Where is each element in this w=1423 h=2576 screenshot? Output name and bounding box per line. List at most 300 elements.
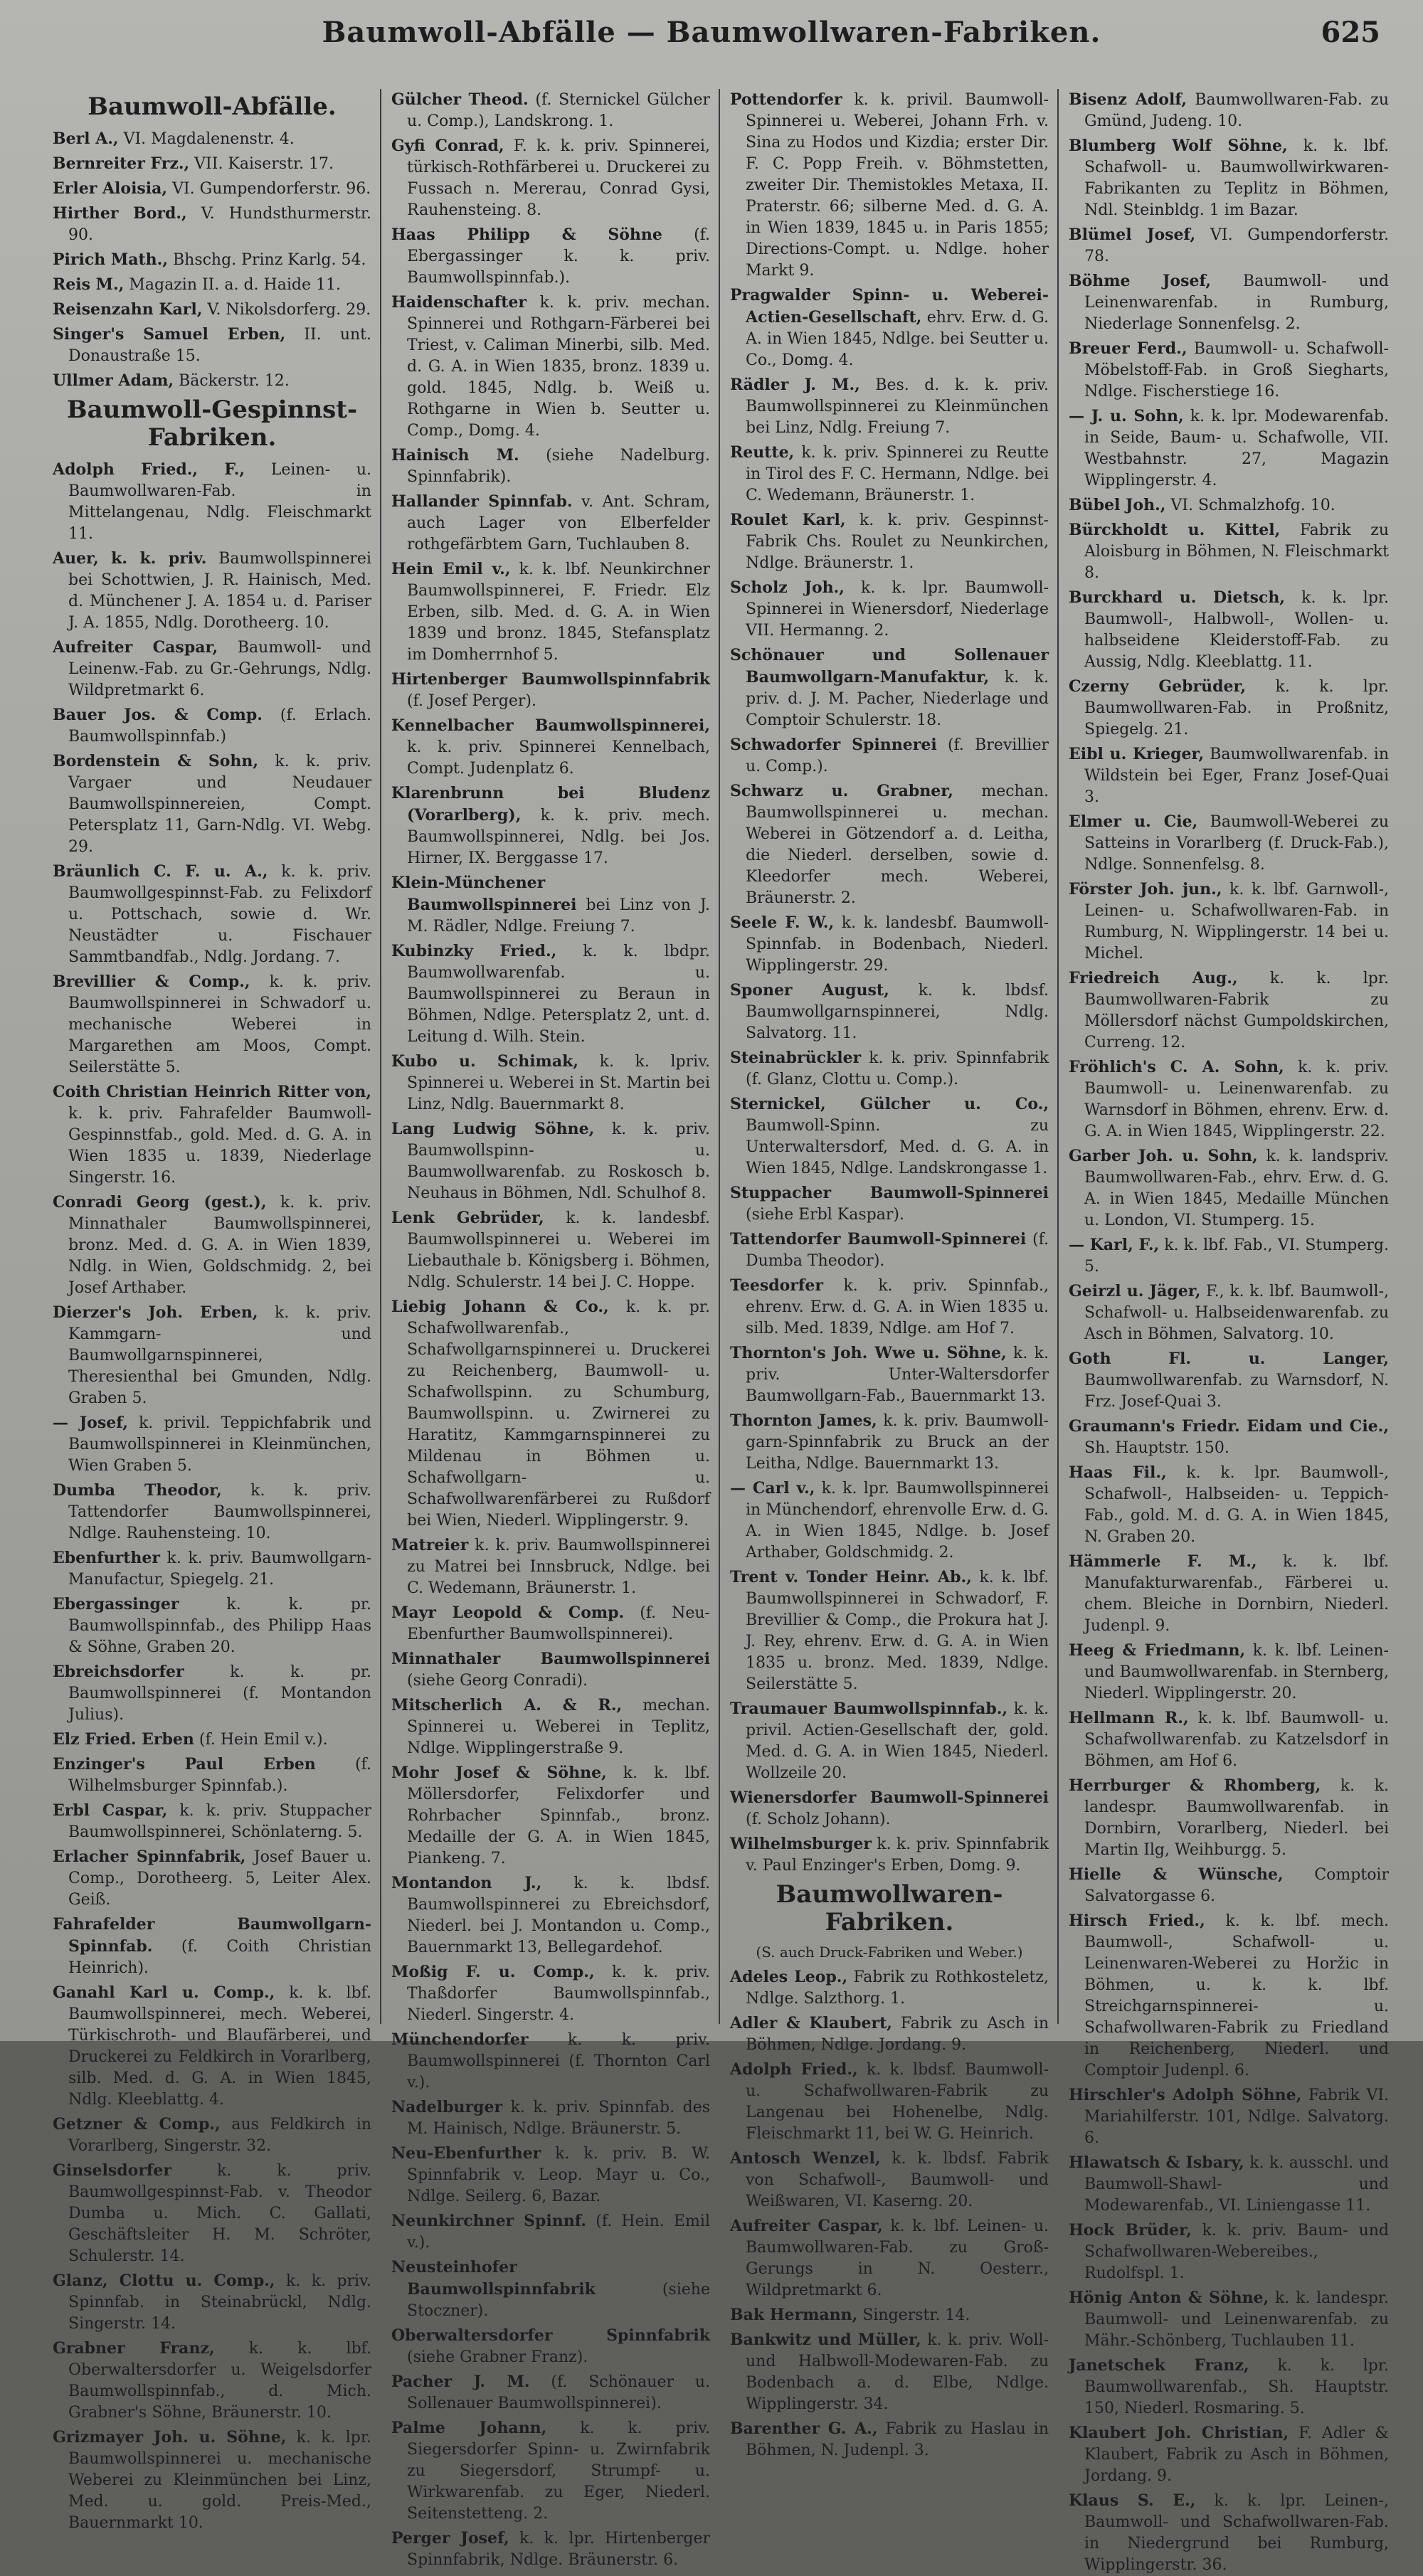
entry-text: F., k. k. lbf. Baumwoll-, Schafwoll- u. Halbseidenwarenfab. zu Asch in Böhmen, Salvatorg. 10. xyxy=(1084,1283,1389,1343)
entry-text: k. k. lbf. Neunkirchner Baumwollspinnerei, F. Friedr. Elz Erben, silb. Med. d. G. A. in Wien 1839 und bronz. 1845, Stefansplatz im Domherrnhof 5. xyxy=(407,561,711,664)
directory-entry xyxy=(53,324,371,367)
entry-text: Baumwollwarenfab. in Wildstein bei Eger, Franz Josef-Quai 3. xyxy=(1084,746,1389,806)
directory-entry xyxy=(1069,224,1389,267)
entry-text: k. k. lbf. Manufakturwarenfab., Färberei u. chem. Bleiche in Dornbirn, Niederl. Judenpl. 9. xyxy=(1084,1553,1389,1635)
entry-name: Breuer Ferd., xyxy=(1069,339,1187,358)
entry-text: (siehe Grabner Franz). xyxy=(407,2348,588,2366)
directory-entry xyxy=(1069,1707,1389,1772)
entry-name: Bübel Joh., xyxy=(1069,496,1166,514)
entry-text: k. k. priv. Baumwollspinnerei zu Matrei bei Innsbruck, Ndlge. bei C. Wedemann, Bräunerstr. 1. xyxy=(407,1537,710,1597)
entry-name: Trent v. Tonder Heinr. Ab., xyxy=(730,1568,972,1586)
directory-entry xyxy=(1069,1640,1389,1705)
entry-name: Gülcher Theod. xyxy=(391,90,529,109)
entry-name: Reisenzahn Karl, xyxy=(53,300,203,319)
entry-text: k. k. lbf. Möllersdorfer, Felixdorfer und Rohrbacher Spinnfab., bronz. Medaille der G. A. in Wien 1845, Piankeng. 7. xyxy=(407,1764,711,1867)
directory-entry xyxy=(391,2371,710,2415)
directory-entry xyxy=(730,442,1049,507)
directory-entry xyxy=(391,135,710,221)
entry-name: Roulet Karl, xyxy=(730,511,846,529)
directory-entry xyxy=(391,2528,710,2571)
entry-name: Förster Joh. jun., xyxy=(1069,880,1222,899)
entry-text: k. k. priv. Spinnfab. des M. Hainisch, Ndlge. Bräunerstr. 5. xyxy=(407,2099,711,2138)
entry-text: k. k. priv. Spinnfabrik v. Paul Enzinger's Erben, Domg. 9. xyxy=(746,1835,1049,1875)
directory-column xyxy=(1059,89,1397,2574)
entry-text: k. k. priv. Baum- und Schafwollwaren-Webereibes., Rudolfspl. 1. xyxy=(1084,2222,1389,2282)
directory-entry xyxy=(391,1535,710,1599)
entry-name: Kubo u. Schimak, xyxy=(391,1052,578,1071)
entry-text: k. k. landespr. Baumwollwarenfab. in Dornbirn, Vorarlberg, Niederl. bei Martin Ilg, Weihburgg. 5. xyxy=(1084,1777,1389,1859)
entry-text: k. k. landesbf. Baumwoll-Spinnfab. in Bodenbach, Niederl. Wipplingerstr. 29. xyxy=(746,914,1049,975)
entry-text: Fabrik zu Asch in Böhmen, Ndlge. Jordang. 9. xyxy=(746,2015,1049,2055)
entry-text: v. Ant. Schram, auch Lager von Elberfelder rothgefärbtem Garn, Tuchlauben 8. xyxy=(407,493,710,553)
entry-name: Steinabrückler xyxy=(730,1049,862,1067)
entry-text: Josef Bauer u. Comp., Dorotheerg. 5, Leiter Alex. Geiß. xyxy=(68,1848,371,1909)
directory-entry xyxy=(1069,879,1389,965)
entry-name: Ebreichsdorfer xyxy=(53,1663,184,1682)
entry-name: Lang Ludwig Söhne, xyxy=(391,1120,595,1138)
entry-name: Ebergassinger xyxy=(53,1595,179,1614)
directory-entry xyxy=(53,203,371,246)
entry-text: k. k. priv. mech. Baumwollspinnerei, Ndlg. bei Jos. Hirner, IX. Berggasse 17. xyxy=(407,807,710,867)
entry-name: Sponer August, xyxy=(730,981,889,1000)
entry-name: Hellmann R., xyxy=(1069,1709,1189,1727)
directory-entry xyxy=(1069,743,1389,808)
entry-name: — Josef, xyxy=(53,1414,128,1433)
entry-text: Baumwoll- und Leinenwarenfab. in Rumburg, Niederlage Sonnenfelsg. 2. xyxy=(1084,272,1390,333)
entry-text: k. k. lpr. Leinen-, Baumwoll- und Schafwollwaren-Fab. in Niedergrund bei Rumburg, Wipplingerstr. 36. xyxy=(1084,2492,1389,2574)
entry-name: Adolph Fried., xyxy=(730,2060,858,2079)
page-number: 625 xyxy=(1321,16,1380,49)
entry-text: (siehe Georg Conradi). xyxy=(407,1672,588,1690)
directory-entry xyxy=(53,971,371,1078)
directory-entry xyxy=(1069,2490,1389,2576)
entry-text: (f. Erlach. Baumwollspinnfab.) xyxy=(68,706,372,746)
directory-entry xyxy=(730,1047,1049,1091)
entry-name: Klaus S. E., xyxy=(1069,2491,1196,2510)
entry-text: Bhschg. Prinz Karlg. 54. xyxy=(172,251,366,270)
entry-text: k. k. lpr. Baumwoll-, Halbwoll-, Wollen- u. halbseidene Kleiderstoff-Fab. zu Aussig, Ndlg. Kleeblattg. 11. xyxy=(1084,589,1389,671)
directory-column xyxy=(381,89,720,2569)
entry-name: Erlacher Spinnfabrik, xyxy=(53,1848,246,1867)
entry-text: k. k. priv. Spinnfabrik (f. Glanz, Clottu u. Comp.). xyxy=(746,1049,1049,1088)
entry-name: Thornton's Joh. Wwe u. Söhne, xyxy=(730,1344,1007,1362)
directory-entry xyxy=(391,292,710,442)
entry-text: Baumwoll-Spinn. zu Unterwaltersdorf, Med. d. G. A. in Wien 1845, Ndlge. Landskrongasse 1. xyxy=(746,1117,1049,1177)
entry-text: k. k. priv. Baumwoll-garn-Spinnfabrik zu Bruck an der Leitha, Ndlge. Bauernmarkt 13. xyxy=(746,1412,1049,1473)
directory-entry xyxy=(53,1914,371,1979)
entry-name: Oberwaltersdorfer Spinnfabrik xyxy=(391,2326,710,2345)
entry-text: k. k. priv. Tattendorfer Baumwollspinnerei, Ndlge. Rauhensteing. 10. xyxy=(68,1482,371,1543)
directory-entry xyxy=(1069,1348,1389,1413)
entry-name: Liebig Johann & Co., xyxy=(391,1298,609,1316)
directory-entry xyxy=(53,370,371,392)
directory-entry xyxy=(391,2417,710,2525)
directory-entry xyxy=(730,2148,1049,2212)
entry-name: Adolph Fried., F., xyxy=(53,460,245,479)
entry-name: Klein-Münchener Baumwollspinnerei xyxy=(391,874,577,914)
entry-name: Schwadorfer Spinnerei xyxy=(730,736,937,754)
directory-column xyxy=(43,89,381,2533)
entry-text: Bes. d. k. k. priv. Baumwollspinnerei zu Kleinmünchen bei Linz, Ndlg. Freiung 7. xyxy=(746,376,1049,437)
entry-text: k. k. lpr. Modewarenfab. in Seide, Baum- u. Schafwolle, VII. Westbahnstr. 27, Magazin Wipplingerstr. 4. xyxy=(1084,408,1389,489)
entry-text: VI. Gumpendorferstr. 96. xyxy=(172,180,371,198)
entry-text: k. k. lpr. Baumwollspinnerei u. mechanische Weberei zu Kleinmünchen bei Linz, Med. u. gold. Preis-Med., Bauernmarkt 10. xyxy=(68,2429,371,2533)
entry-name: Garber Joh. u. Sohn, xyxy=(1069,1147,1258,1165)
directory-entry xyxy=(730,1478,1049,1564)
directory-entry xyxy=(1069,1234,1389,1278)
entry-name: Bernreiter Frz., xyxy=(53,154,190,174)
entry-name: Hämmerle F. M., xyxy=(1069,1552,1257,1571)
entry-name: Bürckholdt u. Kittel, xyxy=(1069,521,1281,539)
directory-entry xyxy=(391,1695,710,1759)
directory-entry xyxy=(53,1480,371,1544)
entry-text: k. k. lbf. Garnwoll-, Leinen- u. Schafwollwaren-Fab. in Rumburg, N. Wipplingerstr. 14 bei u. Michel. xyxy=(1084,881,1389,963)
directory-entry xyxy=(53,2114,371,2157)
page-header xyxy=(0,0,1423,85)
directory-entry xyxy=(391,715,710,780)
directory-entry xyxy=(53,1846,371,1911)
directory-entry xyxy=(730,2215,1049,2301)
entry-text: Baumwoll-Weberei zu Satteins in Vorarlberg (f. Druck-Fab.), Ndlge. Sonnenfelsg. 8. xyxy=(1084,813,1389,874)
entry-name: Fröhlich's C. A. Sohn, xyxy=(1069,1058,1284,1076)
entry-name: Aufreiter Caspar, xyxy=(53,638,218,657)
directory-entry xyxy=(391,2143,710,2207)
entry-name: Erbl Caspar, xyxy=(53,1801,168,1820)
directory-entry xyxy=(53,2160,371,2267)
entry-text: k. k. lbf. Baumwoll- u. Schafwollwarenfab. zu Katzelsdorf in Böhmen, am Hof 6. xyxy=(1084,1710,1389,1770)
entry-text: k. k. priv. Baumwollspinn- u. Baumwollwarenfab. zu Roskosch b. Neuhaus in Böhmen, Ndl. Schulhof 8. xyxy=(407,1120,710,1202)
entry-name: Klarenbrunn bei Bludenz (Vorarlberg), xyxy=(391,784,710,825)
entry-name: Teesdorfer xyxy=(730,1276,823,1295)
directory-entry xyxy=(730,1567,1049,1695)
entry-name: Enzinger's Paul Erben xyxy=(53,1755,316,1774)
entry-text: (f. Schönauer u. Sollenauer Baumwollspinnerei). xyxy=(407,2373,710,2412)
directory-entry xyxy=(1069,338,1389,403)
directory-entry xyxy=(1069,2152,1389,2217)
entry-name: Böhme Josef, xyxy=(1069,272,1212,290)
directory-entry xyxy=(53,1547,371,1591)
entry-name: Haidenschafter xyxy=(391,293,527,312)
directory-entry xyxy=(1069,2220,1389,2284)
entry-text: k. k. lbf. Oberwaltersdorfer u. Weigelsdorfer Baumwollspinnfab., d. Mich. Grabner's Söhne, Bräunerstr. 10. xyxy=(68,2340,372,2422)
entry-name: Lenk Gebrüder, xyxy=(391,1209,544,1227)
entry-name: — J. u. Sohn, xyxy=(1069,407,1184,425)
entry-text: Baumwoll- und Leinenw.-Fab. zu Gr.-Gehrungs, Ndlg. Wildpretmarkt 6. xyxy=(68,639,371,700)
entry-name: Bordenstein & Sohn, xyxy=(53,752,259,771)
directory-entry xyxy=(391,669,710,712)
directory-entry xyxy=(391,224,710,289)
directory-entry xyxy=(730,2329,1049,2415)
directory-entry xyxy=(391,1602,710,1645)
entry-name: Hein Emil v., xyxy=(391,560,511,578)
directory-entry xyxy=(1069,1281,1389,1345)
directory-entry xyxy=(53,704,371,748)
directory-entry xyxy=(730,285,1049,371)
entry-text: k. k. lpr. Baumwollspinnerei in Münchendorf, ehrenvolle Erw. d. G. A. in Wien 1845, Ndlge. b. Josef Arthaber, Goldschmidg. 2. xyxy=(746,1480,1049,1562)
directory-entry xyxy=(730,1833,1049,1877)
entry-text: k. k. landesbf. Baumwollspinnerei u. Weberei im Liebauthale b. Königsberg i. Böhmen, Ndlg. Schulerstr. 14 bei J. C. Hoppe. xyxy=(407,1209,710,1291)
entry-name: Aufreiter Caspar, xyxy=(730,2217,883,2236)
entry-name: Wilhelmsburger xyxy=(730,1835,872,1853)
entry-text: k. k. priv. Spinnfab., ehrenv. Erw. d. G. A. in Wien 1835 u. silb. Med. 1839, Ndlge. am Hof 7. xyxy=(746,1277,1049,1337)
entry-text: Baumwollwaren-Fab. zu Gmünd, Judeng. 10. xyxy=(1084,91,1389,130)
entry-name: Berl A., xyxy=(53,129,119,149)
entry-text: k. k. priv. Fahrafelder Baumwoll-Gespinnstfab., gold. Med. d. G. A. in Wien 1835 u. 1839, Niederlage Singerstr. 16. xyxy=(68,1105,371,1187)
directory-entry xyxy=(1069,811,1389,876)
directory-entry xyxy=(1069,968,1389,1054)
directory-entry xyxy=(1069,2355,1389,2419)
directory-entry xyxy=(1069,1551,1389,1637)
entry-text: mechan. Baumwollspinnerei u. mechan. Weberei in Götzendorf a. d. Leitha, die Niederl. derselben, sowie d. Kleedorfer mech. Weberei, Bräunerstr. 2. xyxy=(746,783,1049,907)
entry-name: Neu-Ebenfurther xyxy=(391,2144,541,2163)
directory-columns xyxy=(43,89,1398,2574)
directory-entry xyxy=(53,2427,371,2534)
directory-entry xyxy=(730,577,1049,642)
directory-entry xyxy=(391,1051,710,1115)
entry-text: k. k. priv. Baumwollspinnerei in Schwadorf u. mechanische Weberei in Margarethen am Moos, Compt. Seilerstätte 5. xyxy=(68,973,371,1077)
entry-text: Leinen- u. Baumwollwaren-Fab. in Mittelangenau, Ndlg. Fleischmarkt 11. xyxy=(68,461,371,544)
entry-name: Dumba Theodor, xyxy=(53,1481,222,1500)
entry-name: Geirzl u. Jäger, xyxy=(1069,1282,1201,1300)
entry-text: k. k. ausschl. und Baumwoll-Shawl- und Modewarenfab., VI. Liniengasse 11. xyxy=(1084,2154,1390,2215)
entry-text: V. Hundsthurmerstr. 90. xyxy=(68,205,371,245)
entry-text: k. k. priv. Unter-Waltersdorfer Baumwollgarn-Fab., Bauernmarkt 13. xyxy=(746,1345,1049,1405)
directory-entry xyxy=(391,1872,710,1958)
directory-entry xyxy=(53,1729,371,1751)
entry-text: (siehe Erbl Kaspar). xyxy=(746,1206,904,1224)
directory-entry xyxy=(730,1275,1049,1340)
entry-name: Hlawatsch & Isbary, xyxy=(1069,2153,1244,2172)
entry-name: Adler & Klaubert, xyxy=(730,2014,892,2033)
directory-entry xyxy=(1069,1864,1389,1907)
directory-entry xyxy=(391,1296,710,1532)
directory-entry xyxy=(730,1342,1049,1407)
entry-name: Seele F. W., xyxy=(730,913,835,932)
entry-name: Herrburger & Rhomberg, xyxy=(1069,1776,1321,1795)
entry-name: Czerny Gebrüder, xyxy=(1069,677,1247,696)
directory-entry xyxy=(1069,2084,1389,2149)
entry-text: (f. Neu-Ebenfurther Baumwollspinnerei). xyxy=(407,1604,710,1643)
directory-entry xyxy=(730,374,1049,439)
entry-name: Ginselsdorfer xyxy=(53,2161,171,2180)
entry-name: Perger Josef, xyxy=(391,2529,509,2548)
entry-name: Pragwalder Spinn- u. Weberei-Actien-Gesellschaft, xyxy=(730,286,1049,327)
entry-name: Schönauer und Sollenauer Baumwollgarn-Manufaktur, xyxy=(730,646,1049,687)
entry-text: (f. Hein Emil v.). xyxy=(199,1731,328,1749)
entry-name: Haas Philipp & Söhne xyxy=(391,226,662,244)
entry-name: Ullmer Adam, xyxy=(53,371,174,391)
entry-name: Stuppacher Baumwoll-Spinnerei xyxy=(730,1184,1049,1202)
entry-text: F. Adler & Klaubert, Fabrik zu Asch in Böhmen, Jordang. 9. xyxy=(1084,2424,1389,2485)
entry-name: Singer's Samuel Erben, xyxy=(53,325,286,344)
entry-text: (f. Dumba Theodor). xyxy=(746,1231,1049,1270)
directory-entry xyxy=(730,89,1049,282)
entry-text: k. k. priv. Minnathaler Baumwollspinnerei, bronz. Med. d. G. A. in Wien 1839, Ndlg. in Wien, Goldschmidg. 2, bei Josef Arthaber. xyxy=(68,1194,371,1298)
directory-entry xyxy=(1069,676,1389,741)
directory-entry xyxy=(1069,1775,1389,1861)
entry-name: Friedreich Aug., xyxy=(1069,969,1238,987)
entry-text: VI. Gumpendorferstr. 78. xyxy=(1084,226,1389,265)
entry-name: Kubinzky Fried., xyxy=(391,942,557,960)
entry-name: Hock Brüder, xyxy=(1069,2221,1192,2240)
entry-text: (siehe Nadelburg. Spinnfabrik). xyxy=(407,447,710,486)
directory-entry xyxy=(1069,270,1389,335)
entry-text: k. k. lpr. Baumwoll-Spinnerei in Wienersdorf, Niederlage VII. Hermanng. 2. xyxy=(746,579,1049,640)
entry-name: Adeles Leop., xyxy=(730,1968,848,1987)
entry-text: k. k. priv. Baumwollgarn-Manufactur, Spiegelg. 21. xyxy=(68,1549,371,1589)
entry-name: — Karl, F., xyxy=(1069,1236,1160,1254)
directory-entry xyxy=(53,751,371,858)
entry-name: Sternickel, Gülcher u. Co., xyxy=(730,1095,1049,1113)
entry-text: aus Feldkirch in Vorarlberg, Singerstr. 32. xyxy=(68,2116,371,2156)
entry-name: Coith Christian Heinrich Ritter von, xyxy=(53,1083,371,1102)
directory-entry xyxy=(730,509,1049,574)
entry-text: k. k. lbf. Baumwollspinnerei in Schwadorf, F. Brevillier & Comp., die Prokura hat J. J. Rey, ehrenv. Erw. d. G. A. in Wien 1835 u. bronz. Med. 1839, Ndlge. Seilerstätte 5. xyxy=(746,1569,1049,1693)
entry-name: Hainisch M. xyxy=(391,446,519,465)
entry-name: Blumberg Wolf Söhne, xyxy=(1069,137,1288,155)
entry-text: mechan. Spinnerei u. Weberei in Teplitz, Ndlge. Wipplingerstraße 9. xyxy=(407,1697,710,1757)
directory-entry xyxy=(730,2418,1049,2461)
entry-name: Heeg & Friedmann, xyxy=(1069,1641,1246,1660)
entry-name: Münchendorfer xyxy=(391,2030,529,2049)
directory-entry xyxy=(391,940,710,1048)
directory-entry xyxy=(730,1410,1049,1475)
directory-entry xyxy=(1069,2287,1389,2352)
entry-name: Hallander Spinnfab. xyxy=(391,492,573,511)
entry-name: Matreier xyxy=(391,1536,469,1554)
entry-text: k. k. lbf. Fab., VI. Stumperg. 5. xyxy=(1084,1236,1389,1276)
section-heading: Baumwollwaren-Fabriken. xyxy=(776,1880,1003,1937)
entry-name: Rädler J. M., xyxy=(730,376,860,394)
directory-entry xyxy=(53,153,371,175)
entry-text: k. k. priv. Baumwollspinnerei (f. Thornton Carl v.). xyxy=(407,2031,710,2092)
entry-name: Nadelburger xyxy=(391,2098,503,2116)
entry-name: Ebenfurther xyxy=(53,1549,160,1568)
entry-name: Hirsch Fried., xyxy=(1069,1912,1205,1930)
entry-name: Gyfi Conrad, xyxy=(391,137,504,155)
entry-text: k. k. priv. Spinnerei Kennelbach, Compt. Judenplatz 6. xyxy=(407,738,710,778)
entry-name: Mohr Josef & Söhne, xyxy=(391,1764,607,1782)
entry-text: k. k. lbdsf. Baumwoll- u. Schafwollwaren-Fabrik zu Langenau bei Hohenelbe, Ndlg. Fleischmarkt 11, bei W. G. Heinrich. xyxy=(746,2061,1049,2143)
entry-text: k. k. priv. B. W. Spinnfabrik v. Leop. Mayr u. Co., Ndlge. Seilerg. 6, Bazar. xyxy=(407,2145,710,2205)
entry-text: k. k. priv. Baumwoll- u. Leinenwarenfab. zu Warnsdorf in Böhmen, ehrenv. Erw. d. G. A. in Wien 1845, Wipplingerstr. 22. xyxy=(1084,1059,1390,1140)
entry-name: Auer, k. k. priv. xyxy=(53,549,207,568)
entry-text: Magazin II. a. d. Haide 11. xyxy=(129,276,341,295)
entry-text: k. k. lbdsf. Baumwollspinnerei zu Ebreichsdorf, Niederl. bei J. Montandon u. Comp., Bauernmarkt 13, Bellegardehof. xyxy=(407,1875,710,1956)
directory-entry xyxy=(730,645,1049,731)
section-note: (S. auch Druck-Fabriken und Weber.) xyxy=(756,1944,1023,1961)
directory-entry xyxy=(730,1966,1049,2010)
entry-text: Fabrik VI. Mariahilferstr. 101, Ndlge. Salvatorg. 6. xyxy=(1084,2087,1390,2147)
entry-name: Bankwitz und Müller, xyxy=(730,2331,921,2350)
entry-text: VII. Kaiserstr. 17. xyxy=(194,155,334,174)
entry-text: k. k. priv. Baumwollgespinnst-Fab. v. Theodor Dumba u. Mich. C. Gallati, Geschäftsleiter H. M. Schröter, Schulerstr. 14. xyxy=(68,2162,371,2266)
section-heading: Baumwoll-Abfälle. xyxy=(88,92,337,121)
directory-entry xyxy=(1069,89,1389,132)
directory-entry xyxy=(53,548,371,634)
entry-name: Glanz, Clottu u. Comp., xyxy=(53,2272,275,2291)
entry-text: k. k. lbdpr. Baumwollwarenfab. u. Baumwollspinnerei zu Beraun in Böhmen, Ndlge. Petersplatz 2, unt. d. Leitung d. Wilh. Stein. xyxy=(407,943,710,1046)
directory-entry xyxy=(730,2013,1049,2056)
entry-text: k. privil. Teppichfabrik und Baumwollspinnerei in Kleinmünchen, Wien Graben 5. xyxy=(68,1414,371,1475)
entry-name: Pottendorfer xyxy=(730,90,842,109)
directory-entry xyxy=(391,2325,710,2368)
directory-entry xyxy=(53,637,371,701)
entry-name: Bauer Jos. & Comp. xyxy=(53,706,263,725)
entry-text: VI. Magdalenenstr. 4. xyxy=(123,130,295,149)
entry-text: k. k. lbf. Baumwollspinnerei, mech. Weberei, Türkischroth- und Blaufärberei, und Druckerei zu Feldkirch in Vorarlberg, silb. Med. d. G. A. in Wien 1845, Ndlg. Kleeblattg. 4. xyxy=(68,1984,372,2109)
entry-name: Bak Hermann, xyxy=(730,2306,858,2325)
directory-entry xyxy=(53,1192,371,1299)
entry-name: Haas Fil., xyxy=(1069,1463,1167,1482)
directory-entry xyxy=(1069,1416,1389,1459)
entry-text: k. k. lpriv. Spinnerei u. Weberei in St. Martin bei Linz, Ndlg. Bauernmarkt 8. xyxy=(407,1053,710,1113)
entry-name: Bisenz Adolf, xyxy=(1069,90,1187,109)
entry-text: k. k. landspriv. Baumwollwaren-Fab., ehrv. Erw. d. G. A. in Wien 1845, Medaille München u. London, VI. Stumperg. 15. xyxy=(1084,1147,1390,1229)
entry-name: Mitscherlich A. & R., xyxy=(391,1696,623,1714)
directory-entry xyxy=(730,980,1049,1044)
entry-text: Sh. Hauptstr. 150. xyxy=(1084,1439,1229,1457)
directory-entry xyxy=(1069,2422,1389,2487)
entry-name: Graumann's Friedr. Eidam und Cie., xyxy=(1069,1417,1389,1436)
directory-entry xyxy=(53,178,371,200)
directory-entry xyxy=(730,1787,1049,1830)
entry-name: Neunkirchner Spinnf. xyxy=(391,2212,587,2230)
directory-entry xyxy=(391,491,710,556)
entry-name: Thornton James, xyxy=(730,1411,877,1430)
entry-text: k. k. priv. Baumwollgespinnst-Fab. zu Felixdorf u. Pottschach, sowie d. Wr. Neustädter u. Fischauer Sammtbandfab., Ndlg. Jordang. 7. xyxy=(68,863,371,967)
directory-entry xyxy=(53,1661,371,1726)
directory-entry xyxy=(53,1982,371,2111)
directory-entry xyxy=(730,2059,1049,2145)
directory-entry xyxy=(391,2210,710,2254)
entry-name: Grabner Franz, xyxy=(53,2339,215,2358)
entry-text: k. k. priv. Spinnfab. in Steinabrückl, Ndlg. Singerstr. 14. xyxy=(68,2272,371,2333)
directory-entry xyxy=(53,1081,371,1189)
entry-name: Wienersdorfer Baumwoll-Spinnerei xyxy=(730,1788,1049,1807)
entry-text: (f. Wilhelmsburger Spinnfab.). xyxy=(68,1756,371,1796)
entry-text: k. k. lbf. mech. Baumwoll-, Schafwoll- u. Leinenwaren-Weberei zu Horžic in Böhmen, u. k. k. lbf. Streichgarnspinnerei- u. Schafwollwaren-Fabrik zu Friedland in Reichenberg, Niederl. und Comptoir Judenpl. 6. xyxy=(1084,1912,1389,2079)
running-title: Baumwoll-Abfälle — Baumwollwaren-Fabriken. xyxy=(322,16,1101,49)
directory-entry xyxy=(730,2304,1049,2326)
directory-entry xyxy=(53,274,371,296)
directory-entry xyxy=(391,1118,710,1204)
entry-text: k. k. pr. Schafwollwarenfab., Schafwollgarnspinnerei u. Druckerei zu Reichenberg, Baumwoll- u. Schafwollspinn. zu Schumburg, Baumwollspinn. u. Zwirnerei zu Haratitz, Kammgarnspinnerei zu Mildenau in Böhmen u. Schafwollgarn- u. Schafwollwarenfärberei zu Rußdorf bei Wien, Niederl. Wipplingerstr. 9. xyxy=(407,1298,710,1530)
directory-entry xyxy=(1069,135,1389,221)
directory-entry xyxy=(391,1207,710,1293)
entry-name: Pacher J. M. xyxy=(391,2373,530,2391)
entry-name: Scholz Joh., xyxy=(730,578,845,597)
directory-entry xyxy=(1069,519,1389,584)
entry-text: k. k. priv. Kammgarn- und Baumwollgarnspinnerei, Theresienthal bei Gmunden, Ndlg. Graben 5. xyxy=(68,1304,371,1408)
entry-text: (f. Hein. Emil v.). xyxy=(407,2212,710,2252)
entry-name: Minnathaler Baumwollspinnerei xyxy=(391,1650,710,1668)
directory-entry xyxy=(1069,406,1389,492)
entry-text: k. k. lbf. Leinen- u. Baumwollwaren-Fab. zu Groß-Gerungs in N. Oesterr., Wildpretmarkt 6. xyxy=(746,2217,1049,2300)
entry-name: Bräunlich C. F. u. A., xyxy=(53,862,268,881)
entry-text: (f. Ebergassinger k. k. priv. Baumwollspinnfab.). xyxy=(407,226,710,287)
directory-entry xyxy=(1069,1056,1389,1143)
entry-name: Grizmayer Joh. u. Söhne, xyxy=(53,2428,287,2447)
entry-name: Erler Aloisia, xyxy=(53,179,168,198)
entry-name: Palme Johann, xyxy=(391,2419,547,2437)
entry-name: Reutte, xyxy=(730,443,795,462)
directory-entry xyxy=(730,1698,1049,1784)
entry-text: Fabrik zu Rothkosteletz, Ndlge. Salzthorg. 1. xyxy=(746,1968,1049,2008)
directory-entry xyxy=(391,1648,710,1692)
entry-text: k. k. priv. Gespinnst-Fabrik Chs. Roulet zu Neunkirchen, Ndlge. Bräunerstr. 1. xyxy=(746,512,1049,572)
directory-entry xyxy=(1069,494,1389,516)
